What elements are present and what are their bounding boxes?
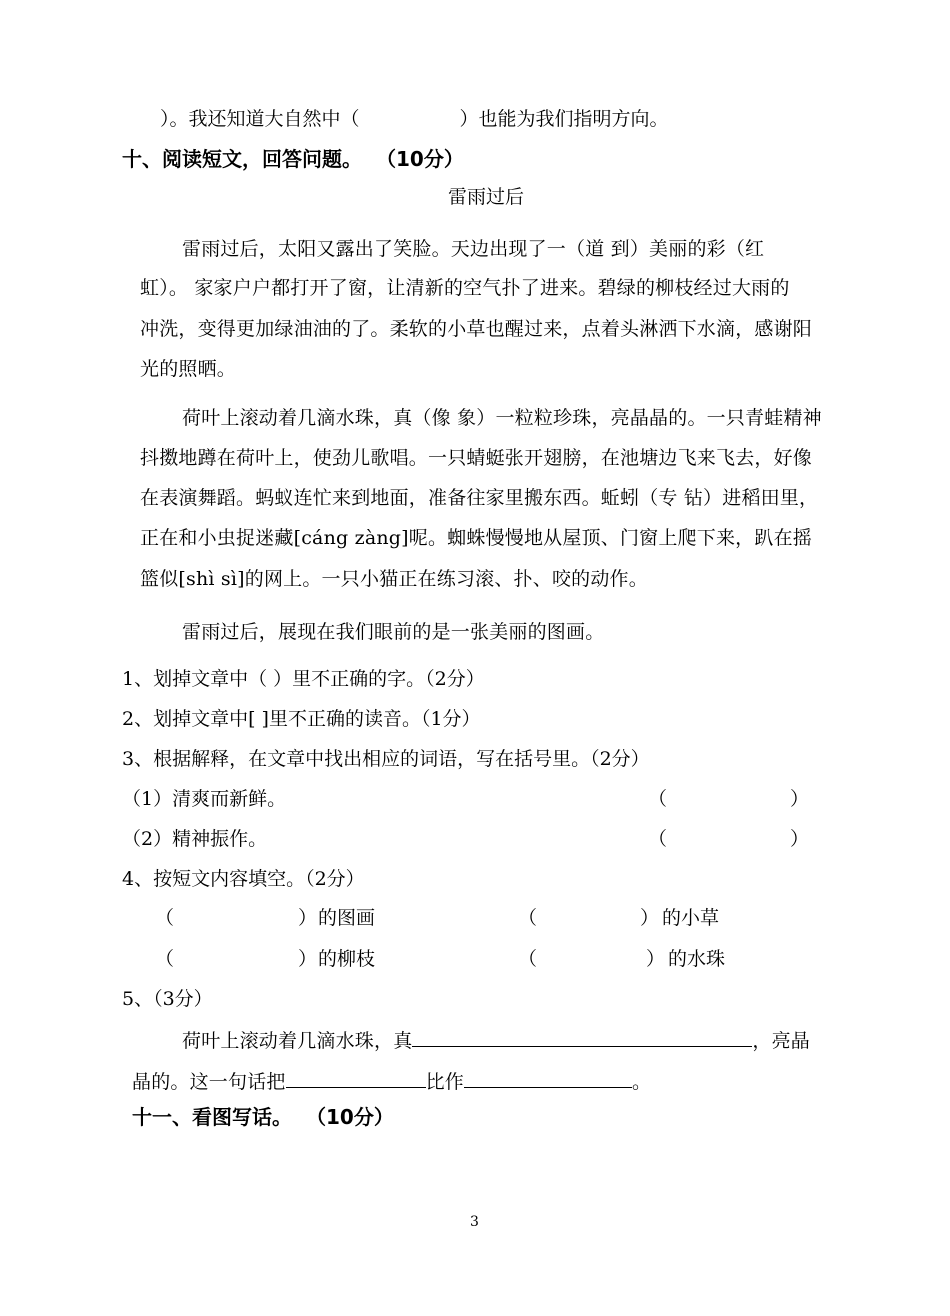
question-3-item-1: （1）清爽而新鲜。 <box>122 788 287 810</box>
section-10-heading <box>122 146 464 172</box>
answer-close-paren: ） <box>640 907 660 929</box>
fill-item: 的水珠 <box>668 948 726 970</box>
answer-blank[interactable] <box>286 1067 426 1088</box>
answer-close-paren: ） <box>790 788 810 810</box>
passage-title: 雷雨过后 <box>448 186 525 208</box>
passage-p2-line: 在表演舞蹈。蚂蚁连忙来到地面，准备往家里搬东西。蚯蚓（专 钻）进稻田里， <box>140 487 819 509</box>
passage-p1-line: 雷雨过后，太阳又露出了笑脸。天边出现了一（道 到）美丽的彩（红 <box>182 238 765 260</box>
answer-blank[interactable] <box>412 1026 752 1047</box>
question-2: 2、划掉文章中[ ]里不正确的读音。（1分） <box>122 708 481 730</box>
question-5-text: 比作 <box>425 1071 465 1093</box>
passage-p3: 雷雨过后，展现在我们眼前的是一张美丽的图画。 <box>182 621 605 643</box>
question-5-text: 。 <box>632 1071 652 1093</box>
answer-blank[interactable] <box>464 1067 632 1088</box>
question-5-line-2 <box>132 1067 651 1095</box>
passage-p2-line: 篮似[shì sì]的网上。一只小猫正在练习滚、扑、咬的动作。 <box>140 568 648 590</box>
passage-p1-line: 光的照晒。 <box>140 358 237 380</box>
answer-open-paren: （ <box>648 788 668 810</box>
top-line-part2: ）也能为我们指明方向。 <box>459 108 669 130</box>
question-5-text: 晶的。这一句话把 <box>132 1071 286 1093</box>
answer-close-paren: ） <box>298 907 318 929</box>
fill-item: 的小草 <box>662 907 720 929</box>
answer-close-paren: ） <box>646 948 666 970</box>
passage-p1-line: 冲洗，变得更加绿油油的了。柔软的小草也醒过来，点着头淋洒下水滴，感谢阳 <box>140 318 813 340</box>
section-11-heading <box>132 1104 394 1130</box>
passage-p1-line: 虹）。 家家户户都打开了窗，让清新的空气扑了进来。碧绿的柳枝经过大雨的 <box>140 277 790 299</box>
answer-open-paren: （ <box>518 948 538 970</box>
answer-open-paren: （ <box>648 828 668 850</box>
question-4: 4、按短文内容填空。（2分） <box>122 868 365 890</box>
passage-p2-line: 正在和小虫捉迷藏[cáng zàng]呢。蜘蛛慢慢地从屋顶、门窗上爬下来，趴在摇 <box>140 527 812 549</box>
question-1: 1、划掉文章中（ ）里不正确的字。（2分） <box>122 668 485 690</box>
answer-open-paren: （ <box>518 907 538 929</box>
fill-item: 的图画 <box>318 907 376 929</box>
answer-close-paren: ） <box>790 828 810 850</box>
answer-open-paren: （ <box>155 907 175 929</box>
answer-close-paren: ） <box>298 948 318 970</box>
question-3: 3、根据解释，在文章中找出相应的词语，写在括号里。（2分） <box>122 748 650 770</box>
passage-p2-line: 抖擞地蹲在荷叶上，使劲儿歌唱。一只蜻蜓张开翅膀，在池塘边飞来飞去，好像 <box>140 447 813 469</box>
page-number: 3 <box>470 1214 479 1230</box>
top-line <box>160 106 669 132</box>
question-5: 5、（3分） <box>122 988 213 1010</box>
top-line-part1: ）。我还知道大自然中（ <box>160 108 360 130</box>
question-5-line-1 <box>182 1026 810 1054</box>
section-11-score: （10分） <box>306 1105 394 1129</box>
section-10-score: （10分） <box>376 147 464 171</box>
answer-open-paren: （ <box>155 948 175 970</box>
question-3-item-2: （2）精神振作。 <box>122 828 268 850</box>
section-10-title: 十、阅读短文，回答问题。 <box>122 147 362 171</box>
question-5-text: 荷叶上滚动着几滴水珠，真 <box>182 1030 413 1052</box>
question-5-text: ，亮晶 <box>752 1030 811 1052</box>
section-11-title: 十一、看图写话。 <box>132 1105 292 1129</box>
passage-p2-line: 荷叶上滚动着几滴水珠，真（像 象）一粒粒珍珠，亮晶晶的。一只青蛙精神 <box>182 407 822 429</box>
fill-item: 的柳枝 <box>318 948 376 970</box>
